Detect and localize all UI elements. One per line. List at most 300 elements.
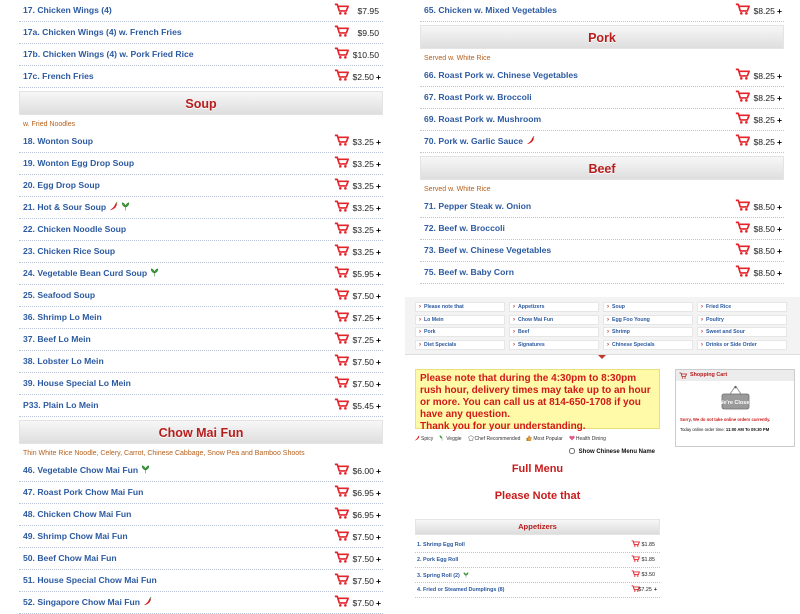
price-value: $3.25 [352,159,374,169]
price-plus: + [375,247,381,257]
notice-thanks: Thank you for your understanding. [420,421,586,432]
menu-item-name-text: 17. Chicken Wings (4) [23,5,112,15]
legend-item [468,436,524,442]
full-menu-link[interactable]: Full Menu [511,463,564,475]
price-plus: + [375,291,381,301]
menu-item-name[interactable] [424,267,514,277]
menu-item[interactable] [420,131,784,153]
section-header [420,25,784,49]
appetizer-item[interactable] [415,568,660,583]
price-value: $7.25 [352,335,374,345]
menu-item-price [353,50,381,60]
menu-item[interactable] [420,65,784,87]
appetizer-name[interactable] [417,572,469,579]
menu-item-name[interactable] [23,575,157,585]
category-link[interactable]: › Beef [509,327,599,337]
price-value: $6.00 [352,466,374,476]
category-link[interactable]: › Please note that [415,302,505,312]
add-to-cart-icon[interactable] [735,221,750,233]
legend-label: Chef Recommended [474,436,521,442]
menu-item-price [753,115,782,125]
menu-item-price [352,488,381,498]
price-plus: + [375,576,381,586]
add-to-cart-icon[interactable] [334,156,349,168]
menu-item[interactable] [420,87,784,109]
menu-item-name-text: 72. Beef w. Broccoli [424,223,505,233]
legend-item [439,436,464,442]
add-to-cart-icon[interactable] [334,463,349,475]
menu-item-price [352,269,381,279]
menu-item[interactable] [19,263,383,285]
hours-from: 11:00 AM [725,427,744,432]
price-value: $8.25 [753,137,775,147]
menu-item-name[interactable] [23,487,143,497]
menu-item-name[interactable] [23,509,131,519]
price-plus: + [375,466,381,476]
category-link[interactable]: › Pork [415,327,505,337]
menu-item-name[interactable] [424,223,505,233]
show-chinese-label: Show Chinese Menu Name [578,449,656,455]
menu-item[interactable] [19,44,383,66]
veggie-icon [150,268,159,277]
cart-closed-message: Sorry, We do not take online orders currently. [680,417,771,422]
menu-item-name-text: 38. Lobster Lo Mein [23,356,104,366]
menu-item-name[interactable] [424,70,578,80]
legend-label: Most Popular [533,436,563,442]
hours-to: 09:30 PM [751,427,770,432]
menu-item[interactable] [19,22,383,44]
please-note-link[interactable]: Please Note that [494,490,581,502]
menu-item[interactable] [19,0,383,22]
price-value: $8.50 [753,268,775,278]
add-to-cart-icon[interactable] [334,178,349,190]
menu-item-price [753,202,782,212]
price-plus: + [375,401,381,411]
menu-item-name-text: 66. Roast Pork w. Chinese Vegetables [424,70,578,80]
add-to-cart-icon[interactable] [631,570,640,577]
price-value: $1.85 [641,557,655,563]
price-value: $7.25 [352,313,374,323]
menu-item-name-text: 70. Pork w. Garlic Sauce [424,136,524,146]
menu-item-name-text: 67. Roast Pork w. Broccoli [424,92,532,102]
menu-item[interactable] [19,351,383,373]
menu-item-name[interactable] [424,136,535,146]
menu-item-name-text: 21. Hot & Sour Soup [23,202,107,212]
menu-item-price [753,71,782,81]
price-value: $7.50 [352,554,374,564]
add-to-cart-icon[interactable] [334,551,349,563]
legend-label: Health Dining [575,436,606,442]
menu-item-name-text: 52. Singapore Chow Mai Fun [23,597,140,607]
closed-sign-text: We're Closed [718,400,753,406]
menu-item-price [352,466,381,476]
price-plus: + [375,357,381,367]
add-to-cart-icon[interactable] [735,265,750,277]
appetizer-price [642,572,658,578]
price-plus: + [375,203,381,213]
menu-item-name[interactable] [23,5,112,15]
add-to-cart-icon[interactable] [334,244,349,256]
price-value: $8.50 [753,202,775,212]
appetizer-name-text: 3. Spring Roll (2) [417,573,460,579]
menu-item-name[interactable] [23,400,98,410]
menu-column-right [420,0,784,284]
menu-item[interactable] [19,592,383,614]
menu-item-name[interactable] [23,71,94,81]
menu-item-name-text: 25. Seafood Soup [23,290,96,300]
category-link[interactable]: › Fried Rice [697,302,787,312]
appetizer-price [642,542,658,548]
menu-item-price [352,576,381,586]
menu-item-name[interactable] [23,158,134,168]
appetizer-name-text: 4. Fried or Steamed Dumplings (8) [417,587,505,593]
price-value: $8.25 [753,115,775,125]
menu-item[interactable] [19,219,383,241]
menu-item-price [753,137,782,147]
show-chinese-checkbox[interactable] [569,448,575,454]
menu-item-price [352,181,381,191]
add-to-cart-icon[interactable] [735,3,750,15]
menu-item-name-text: 46. Vegetable Chow Mai Fun [23,465,139,475]
menu-item-name[interactable] [23,312,102,322]
category-link[interactable]: › Drinks or Side Order [697,340,787,350]
section-note: Served w. White Rice [424,186,491,193]
menu-item[interactable] [420,0,784,22]
menu-item-price [352,291,381,301]
menu-item[interactable] [19,482,383,504]
add-to-cart-icon[interactable] [735,90,750,102]
category-link[interactable]: › Shrimp [603,327,693,337]
menu-item-name[interactable] [23,531,128,541]
appetizer-item[interactable] [415,583,660,598]
price-value: $3.25 [352,225,374,235]
notice-text: Please note that during the 4:30pm to 8:30pm rush hour, delivery times may take up to an hour or more. You can call us at 814-650-1708 if you have any question. [420,373,651,420]
category-link[interactable]: › Egg Foo Young [603,315,693,325]
category-link[interactable]: › Chow Mai Fun [509,315,599,325]
menu-item-name[interactable] [424,5,557,15]
price-plus: + [375,137,381,147]
cart-icon [679,372,687,379]
shopping-cart-panel [675,369,795,447]
price-value: $6.95 [352,488,374,498]
price-plus: + [776,71,782,81]
menu-item-name[interactable] [424,245,551,255]
add-to-cart-icon[interactable] [735,68,750,80]
add-to-cart-icon[interactable] [334,507,349,519]
menu-item[interactable] [19,66,383,88]
price-plus: + [375,269,381,279]
add-to-cart-icon[interactable] [334,3,349,15]
add-to-cart-icon[interactable] [631,540,640,547]
menu-item[interactable] [19,329,383,351]
menu-item-name-text: 49. Shrimp Chow Mai Fun [23,531,128,541]
appetizer-item[interactable] [415,538,660,553]
menu-item-price [352,247,381,257]
menu-item[interactable] [19,285,383,307]
menu-item-name-text: 17a. Chicken Wings (4) w. French Fries [23,27,182,37]
menu-item-name[interactable] [23,356,104,366]
section-header [19,91,383,115]
menu-item-price [352,159,381,169]
price-plus: + [375,225,381,235]
price-plus: + [375,488,381,498]
menu-item[interactable] [19,153,383,175]
category-link[interactable]: › Poultry [697,315,787,325]
menu-item-name[interactable] [23,378,131,388]
add-to-cart-icon[interactable] [334,47,349,59]
menu-column-left [19,0,383,614]
menu-item-name[interactable] [23,268,159,278]
menu-item[interactable] [420,109,784,131]
add-to-cart-icon[interactable] [334,69,349,81]
add-to-cart-icon[interactable] [334,485,349,497]
menu-item-name-text: P33. Plain Lo Mein [23,400,99,410]
add-to-cart-icon[interactable] [735,199,750,211]
veggie-icon [121,202,130,211]
menu-item-name-text: 71. Pepper Steak w. Onion [424,201,532,211]
price-value: $7.50 [352,598,374,608]
menu-item-name[interactable] [23,553,117,563]
price-value: $5.45 [352,401,374,411]
menu-item[interactable] [19,197,383,219]
menu-item-name-text: 24. Vegetable Bean Curd Soup [23,268,148,278]
menu-item-name[interactable] [23,49,194,59]
add-to-cart-icon[interactable] [334,573,349,585]
cart-title-text: Shopping Cart [690,372,728,378]
price-plus: + [375,554,381,564]
section-header-appetizers: Appetizers [415,519,660,535]
menu-item-name[interactable] [23,597,152,607]
appetizer-name[interactable] [417,557,458,563]
menu-item-name-text: 18. Wonton Soup [23,136,94,146]
add-to-cart-icon[interactable] [334,529,349,541]
menu-item[interactable] [19,548,383,570]
add-to-cart-icon[interactable] [334,595,349,607]
add-to-cart-icon[interactable] [334,222,349,234]
menu-item[interactable] [420,218,784,240]
menu-item-name[interactable] [424,201,531,211]
price-plus: + [776,93,782,103]
menu-item-name[interactable] [23,334,91,344]
appetizer-price [642,557,658,563]
add-to-cart-icon[interactable] [735,134,750,146]
price-value: $10.50 [352,50,379,60]
cart-title [676,370,794,381]
appetizer-name-text: 2. Pork Egg Roll [417,557,459,563]
menu-overlay-panel [405,297,800,600]
price-value: $3.50 [641,572,655,578]
price-value: $8.25 [753,71,775,81]
menu-item-name-text: 50. Beef Chow Mai Fun [23,553,117,563]
chili-icon [109,202,118,211]
menu-item-name[interactable] [23,180,100,190]
add-to-cart-icon[interactable] [334,200,349,212]
menu-item-name[interactable] [23,246,115,256]
menu-item-name-text: 22. Chicken Noodle Soup [23,224,127,234]
price-value: $9.50 [357,28,379,38]
category-link[interactable]: › Diet Specials [415,340,505,350]
price-plus: + [776,268,782,278]
menu-item-price [352,401,381,411]
category-link[interactable]: › Appetizers [509,302,599,312]
menu-item[interactable] [19,526,383,548]
menu-item-name-text: 69. Roast Pork w. Mushroom [424,114,542,124]
menu-item-name-text: 17c. French Fries [23,71,94,81]
add-to-cart-icon[interactable] [735,112,750,124]
chili-icon [526,136,535,145]
appetizer-price [638,587,657,593]
chili-icon [143,597,152,606]
menu-item-price [357,28,381,38]
price-value: $5.95 [352,269,374,279]
add-to-cart-icon[interactable] [334,134,349,146]
menu-item-price [352,554,381,564]
price-plus: + [375,335,381,345]
add-to-cart-icon[interactable] [334,354,349,366]
price-value: $7.50 [352,576,374,586]
add-to-cart-icon[interactable] [334,310,349,322]
category-link[interactable]: › Chinese Specials [603,340,693,350]
thumbs-up-icon [526,435,532,441]
menu-item[interactable] [420,262,784,284]
menu-item-price [352,510,381,520]
menu-item-price [352,72,381,82]
price-value: $3.25 [352,181,374,191]
menu-item-price [357,6,381,16]
menu-item-price [352,335,381,345]
menu-item[interactable] [19,395,383,417]
section-title: Beef [588,162,616,176]
menu-item[interactable] [19,373,383,395]
menu-item[interactable] [19,175,383,197]
menu-item-price [352,203,381,213]
add-to-cart-icon[interactable] [334,288,349,300]
price-plus: + [375,72,381,82]
chili-icon [414,435,420,441]
menu-item-price [753,246,782,256]
menu-item-name-text: 19. Wonton Egg Drop Soup [23,158,135,168]
menu-item-price [352,598,381,608]
menu-item-price [352,137,381,147]
price-plus: + [375,379,381,389]
add-to-cart-icon[interactable] [631,555,640,562]
menu-item-name[interactable] [424,92,532,102]
menu-item-name-text: 17b. Chicken Wings (4) w. Pork Fried Rice [23,49,194,59]
category-link[interactable]: › Sweet and Sour [697,327,787,337]
category-link[interactable]: › Lo Mein [415,315,505,325]
menu-item-name[interactable] [23,465,150,475]
menu-item-name-text: 48. Chicken Chow Mai Fun [23,509,132,519]
add-to-cart-icon[interactable] [334,25,349,37]
price-plus: + [776,224,782,234]
rush-hour-notice [415,369,660,432]
show-chinese-toggle[interactable] [569,448,655,455]
price-value: $8.50 [753,224,775,234]
heart-icon [569,435,575,441]
veggie-icon [141,465,150,474]
price-value: $1.85 [641,542,655,548]
menu-item[interactable] [19,241,383,263]
category-link[interactable]: › Signatures [509,340,599,350]
legend-item [569,436,609,442]
category-link[interactable]: › Soup [603,302,693,312]
section-note: Served w. White Rice [424,55,491,62]
veggie-icon [463,572,469,578]
price-value: $3.25 [352,137,374,147]
menu-item[interactable] [19,131,383,153]
add-to-cart-icon[interactable] [334,398,349,410]
menu-item-name[interactable] [23,27,182,37]
menu-item-name-text: 65. Chicken w. Mixed Vegetables [424,5,557,15]
menu-item[interactable] [19,307,383,329]
hours-label: Today online order time: [680,427,725,432]
price-plus: + [776,115,782,125]
price-value: $2.50 [352,72,374,82]
menu-item-name[interactable] [23,224,126,234]
menu-item-price [753,224,782,234]
menu-item[interactable] [420,196,784,218]
menu-item-name-text: 23. Chicken Rice Soup [23,246,116,256]
price-plus: + [375,159,381,169]
menu-item-name[interactable] [424,114,541,124]
appetizer-name[interactable] [417,587,504,593]
price-plus: + [375,532,381,542]
appetizer-item[interactable] [415,553,660,568]
menu-item-price [352,357,381,367]
add-to-cart-icon[interactable] [334,376,349,388]
price-value: $6.95 [352,510,374,520]
add-to-cart-icon[interactable] [735,243,750,255]
price-plus: + [653,587,657,593]
menu-item-price [352,532,381,542]
menu-item-price [352,379,381,389]
menu-item[interactable] [19,570,383,592]
price-value: $8.25 [753,6,775,16]
menu-item-price [352,313,381,323]
icon-legend [414,435,612,442]
legend-item [414,436,436,442]
menu-item[interactable] [19,504,383,526]
menu-item-price [753,6,782,16]
add-to-cart-icon[interactable] [334,332,349,344]
menu-item[interactable] [19,460,383,482]
price-value: $7.50 [352,291,374,301]
menu-item-name-text: 47. Roast Pork Chow Mai Fun [23,487,144,497]
legend-label: Spicy [421,436,434,442]
section-note: w. Fried Noodles [23,121,76,128]
cart-order-hours [680,425,794,434]
section-title: Soup [185,97,217,111]
menu-item-name-text: 20. Egg Drop Soup [23,180,100,190]
legend-item [526,436,565,442]
menu-item-name[interactable] [23,290,95,300]
menu-item-name[interactable] [23,136,93,146]
price-value: $8.25 [753,93,775,103]
nav-collapse-arrow-icon[interactable] [598,355,606,359]
price-value: $7.25 [638,587,652,593]
menu-item-name[interactable] [23,202,130,212]
price-value: $8.50 [753,246,775,256]
price-plus: + [776,202,782,212]
menu-item[interactable] [420,240,784,262]
add-to-cart-icon[interactable] [334,266,349,278]
price-value: $7.50 [352,532,374,542]
menu-item-name-text: 36. Shrimp Lo Mein [23,312,102,322]
appetizer-name[interactable] [417,542,465,548]
price-plus: + [776,246,782,256]
price-plus: + [375,181,381,191]
menu-item-name-text: 73. Beef w. Chinese Vegetables [424,245,552,255]
